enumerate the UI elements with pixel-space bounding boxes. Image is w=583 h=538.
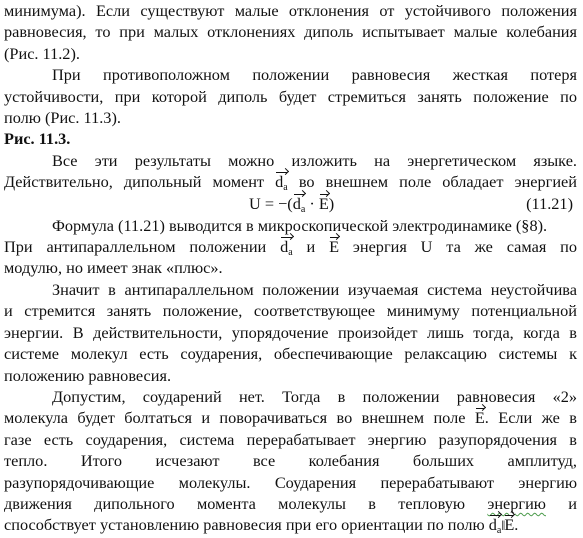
parallel-symbol: ‖ bbox=[501, 519, 505, 535]
paragraph-2 bbox=[4, 64, 577, 128]
text-line: движения дипольного момента молекулы в тепловую энергию и bbox=[4, 493, 577, 513]
text-line: При антипараллельном положении $d_a$ и E энергия U та же самая по bbox=[4, 237, 577, 259]
formula-number: (11.21) bbox=[526, 193, 573, 213]
dipole-vector-symbol: $d_a$ bbox=[292, 193, 306, 215]
text-line: способствует установлению равновесия при его ориентации по полю $d_a‖E$. bbox=[4, 515, 519, 537]
paragraph-5 bbox=[4, 279, 577, 386]
text-line: разупорядочивающие молекулы. Соударения перерабатывают энергию bbox=[4, 472, 577, 492]
text-line: минимума). Если существуют малые отклонения от устойчивого положения bbox=[4, 1, 577, 20]
figure-label: Рис. 11.3. bbox=[4, 129, 71, 149]
dipole-vector-symbol: $d_a$ bbox=[275, 172, 288, 194]
text-line: Формула (11.21) выводится в микроскопической электродинамике (§8). bbox=[52, 215, 548, 235]
field-vector-symbol: E bbox=[318, 193, 329, 213]
text-line: полю (Рис. 11.3). bbox=[4, 108, 121, 128]
field-vector-symbol: E bbox=[504, 515, 515, 535]
document-page bbox=[4, 0, 577, 538]
text-line: устойчивости, при которой диполь будет стремиться занять положение по bbox=[4, 86, 577, 106]
text-line: модулю, но имеет знак «плюс». bbox=[4, 258, 223, 278]
text-line: энергии. В действительности, упорядочение произойдет лишь тогда, когда в bbox=[4, 322, 577, 342]
field-vector-symbol: E bbox=[329, 237, 340, 257]
text-line: Допустим, соударений нет. Тогда в положении равновесия «2» bbox=[52, 386, 577, 406]
dipole-vector-symbol: $d_a$ bbox=[488, 515, 502, 537]
text-line: Все эти результаты можно изложить на энергетическом языке. bbox=[52, 150, 577, 170]
formula-expression: $U = -(d_a \cdot E)$ bbox=[249, 193, 335, 215]
text-line: системе молекул есть соударения, обеспечивающие релаксацию системы к bbox=[4, 344, 577, 364]
paragraph-1 bbox=[4, 0, 577, 64]
text-line: Значит в антипараллельном положении изучаемая система неустойчива bbox=[52, 279, 577, 299]
text-line: газе есть соударения, система перерабатывает энергию разупорядочения в bbox=[4, 429, 577, 449]
field-vector-symbol: E bbox=[474, 408, 485, 428]
paragraph-3 bbox=[4, 150, 577, 193]
text-line: (Рис. 11.2). bbox=[4, 43, 80, 63]
paragraph-4 bbox=[4, 215, 577, 279]
text-line: При противоположном положении равновесия жесткая потеря bbox=[52, 65, 577, 85]
formula-11-21 bbox=[4, 193, 577, 215]
text-line: Действительно, дипольный момент $d_a$ во внешнем поле обладает энергией bbox=[4, 172, 577, 194]
text-line: тепло. Итого исчезают все колебания больших амплитуд, bbox=[4, 451, 577, 471]
spellcheck-underlined-word: энергию bbox=[487, 493, 546, 513]
paragraph-6 bbox=[4, 386, 577, 538]
text-line: и стремится занять положение, соответствующее минимуму потенциальной bbox=[4, 301, 577, 321]
text-line: положению равновесия. bbox=[4, 365, 172, 385]
text-line: молекула будет болтаться и поворачиваться во внешнем поле E. Если же в bbox=[4, 408, 577, 428]
dipole-vector-symbol: $d_a$ bbox=[280, 237, 293, 259]
text-line: равновесия, то при малых отклонениях диполь испытывает малые колебания bbox=[4, 22, 577, 42]
